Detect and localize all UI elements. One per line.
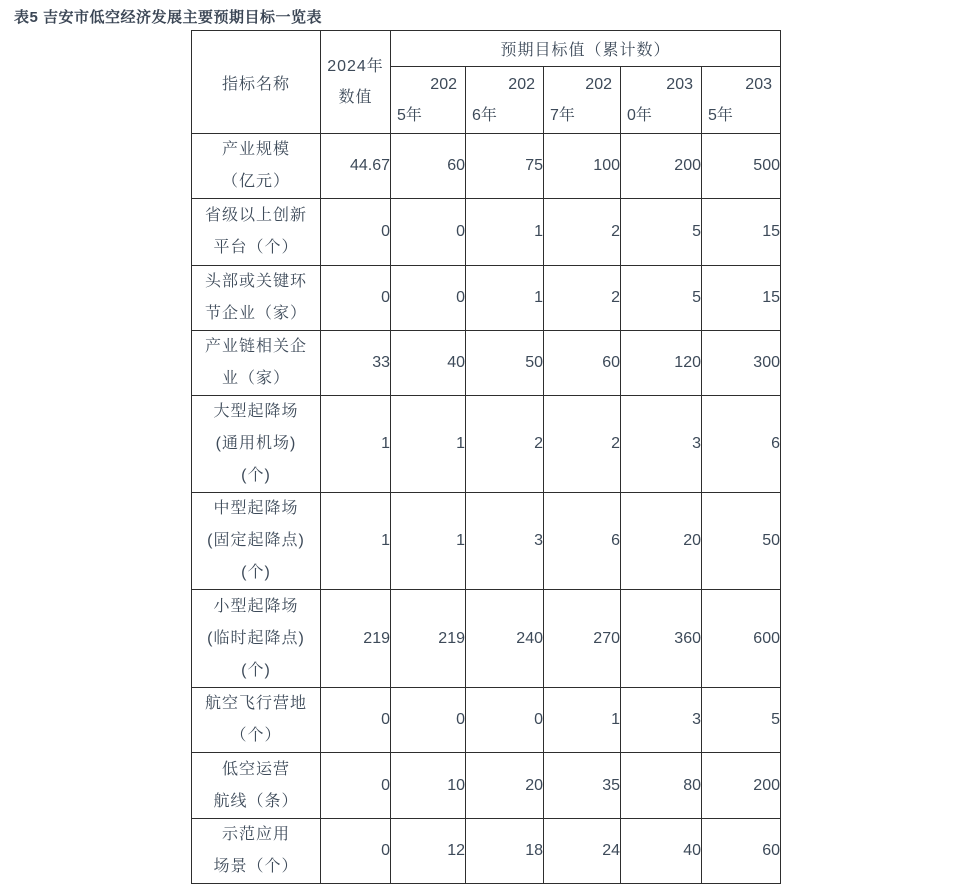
- value-cell: 300: [702, 331, 781, 396]
- table-row: [192, 331, 781, 396]
- value-cell: 219: [321, 590, 391, 688]
- indicator-label-line: （亿元）: [221, 173, 290, 190]
- indicator-name-header: 指标名称: [192, 31, 321, 134]
- indicator-label-line: 产业链相关企: [204, 338, 307, 355]
- year-line1: 203: [745, 76, 772, 93]
- value-cell: 270: [544, 590, 621, 688]
- indicator-label-line: (个): [241, 661, 271, 679]
- table-row: [192, 753, 781, 819]
- indicator-label: [192, 199, 321, 266]
- value-cell: 1: [321, 396, 391, 493]
- year-line1: 202: [585, 76, 612, 93]
- value-cell: 120: [621, 331, 702, 396]
- value-cell: 15: [702, 199, 781, 266]
- indicator-label: [192, 590, 321, 688]
- value-cell: 600: [702, 590, 781, 688]
- value-cell: 1: [544, 688, 621, 753]
- year-header-2035: [702, 67, 781, 134]
- value-cell: 360: [621, 590, 702, 688]
- value-cell: 0: [391, 199, 466, 266]
- baseline-header-line2: 数值: [338, 89, 373, 106]
- value-cell: 35: [544, 753, 621, 819]
- year-header-2030: [621, 67, 702, 134]
- value-cell: 60: [544, 331, 621, 396]
- indicator-label: [192, 396, 321, 493]
- table-row: [192, 590, 781, 688]
- indicator-label-line: (临时起降点): [207, 629, 305, 647]
- indicator-label-line: 中型起降场: [213, 500, 299, 517]
- value-cell: 1: [466, 199, 544, 266]
- value-cell: 3: [621, 396, 702, 493]
- value-cell: 0: [321, 753, 391, 819]
- value-cell: 75: [466, 134, 544, 199]
- table-row: [192, 819, 781, 884]
- year-line2: 7年: [550, 107, 575, 124]
- indicator-label-line: 节企业（家）: [204, 305, 307, 322]
- value-cell: 0: [391, 688, 466, 753]
- indicator-label-line: 产业规模: [221, 141, 290, 158]
- table-row: [192, 396, 781, 493]
- targets-table: [191, 30, 781, 884]
- indicator-label-line: 大型起降场: [213, 403, 299, 420]
- value-cell: 1: [391, 493, 466, 590]
- value-cell: 20: [621, 493, 702, 590]
- year-header-2025: [391, 67, 466, 134]
- value-cell: 6: [544, 493, 621, 590]
- table-row: [192, 199, 781, 266]
- indicator-label-line: (个): [241, 564, 271, 581]
- value-cell: 500: [702, 134, 781, 199]
- indicator-label-line: 场景（个）: [213, 858, 299, 875]
- value-cell: 5: [621, 266, 702, 331]
- value-cell: 2: [466, 396, 544, 493]
- indicator-label-line: 航线（条）: [213, 792, 299, 810]
- year-line2: 5年: [708, 107, 733, 124]
- value-cell: 0: [321, 688, 391, 753]
- table-row: [192, 266, 781, 331]
- year-line2: 5年: [397, 107, 422, 124]
- value-cell: 15: [702, 266, 781, 331]
- value-cell: 40: [391, 331, 466, 396]
- baseline-2024-header: [321, 31, 391, 134]
- indicator-label-line: (个): [241, 467, 271, 484]
- target-group-header: 预期目标值（累计数）: [391, 31, 781, 67]
- value-cell: 0: [321, 199, 391, 266]
- value-cell: 6: [702, 396, 781, 493]
- indicator-label-line: 业（家）: [221, 370, 290, 387]
- value-cell: 2: [544, 199, 621, 266]
- value-cell: 0: [321, 266, 391, 331]
- table-body: [192, 134, 781, 884]
- value-cell: 40: [621, 819, 702, 884]
- indicator-label: [192, 753, 321, 819]
- value-cell: 240: [466, 590, 544, 688]
- value-cell: 1: [391, 396, 466, 493]
- indicator-label: [192, 819, 321, 884]
- value-cell: 1: [321, 493, 391, 590]
- value-cell: 200: [621, 134, 702, 199]
- value-cell: 200: [702, 753, 781, 819]
- indicator-label-line: 省级以上创新: [204, 207, 307, 224]
- year-header-2026: [466, 67, 544, 134]
- value-cell: 18: [466, 819, 544, 884]
- value-cell: 5: [621, 199, 702, 266]
- year-line2: 0年: [627, 107, 652, 124]
- value-cell: 3: [621, 688, 702, 753]
- table-caption: 表5 吉安市低空经济发展主要预期目标一览表: [14, 9, 323, 26]
- table-row: [192, 134, 781, 199]
- value-cell: 20: [466, 753, 544, 819]
- indicator-label-line: 示范应用: [221, 826, 290, 843]
- table-row: [192, 493, 781, 590]
- value-cell: 3: [466, 493, 544, 590]
- value-cell: 100: [544, 134, 621, 199]
- header-row-group: [192, 31, 781, 67]
- value-cell: 5: [702, 688, 781, 753]
- value-cell: 50: [466, 331, 544, 396]
- indicator-label-line: 头部或关键环: [204, 273, 307, 290]
- baseline-header-line1: 2024年: [327, 58, 384, 75]
- indicator-label: [192, 266, 321, 331]
- value-cell: 50: [702, 493, 781, 590]
- value-cell: 60: [702, 819, 781, 884]
- value-cell: 10: [391, 753, 466, 819]
- year-header-2027: [544, 67, 621, 134]
- value-cell: 44.67: [321, 134, 391, 199]
- indicator-label: [192, 331, 321, 396]
- year-line1: 203: [666, 76, 693, 93]
- value-cell: 1: [466, 266, 544, 331]
- value-cell: 2: [544, 266, 621, 331]
- indicator-label-line: 小型起降场: [213, 597, 299, 615]
- value-cell: 33: [321, 331, 391, 396]
- year-line1: 202: [508, 76, 535, 93]
- indicator-label-line: 航空飞行营地: [204, 695, 307, 712]
- value-cell: 0: [391, 266, 466, 331]
- value-cell: 12: [391, 819, 466, 884]
- value-cell: 80: [621, 753, 702, 819]
- year-line1: 202: [430, 76, 457, 93]
- value-cell: 60: [391, 134, 466, 199]
- value-cell: 0: [321, 819, 391, 884]
- indicator-label-line: (固定起降点): [207, 532, 305, 549]
- indicator-label-line: 平台（个）: [213, 239, 299, 256]
- value-cell: 219: [391, 590, 466, 688]
- indicator-label: [192, 493, 321, 590]
- table-row: [192, 688, 781, 753]
- indicator-label-line: 低空运营: [221, 760, 290, 778]
- indicator-label-line: (通用机场): [215, 435, 297, 452]
- indicator-label-line: （个）: [230, 727, 282, 744]
- year-line2: 6年: [472, 107, 497, 124]
- value-cell: 0: [466, 688, 544, 753]
- value-cell: 24: [544, 819, 621, 884]
- table-header: [192, 31, 781, 134]
- value-cell: 2: [544, 396, 621, 493]
- indicator-label: [192, 688, 321, 753]
- indicator-label: [192, 134, 321, 199]
